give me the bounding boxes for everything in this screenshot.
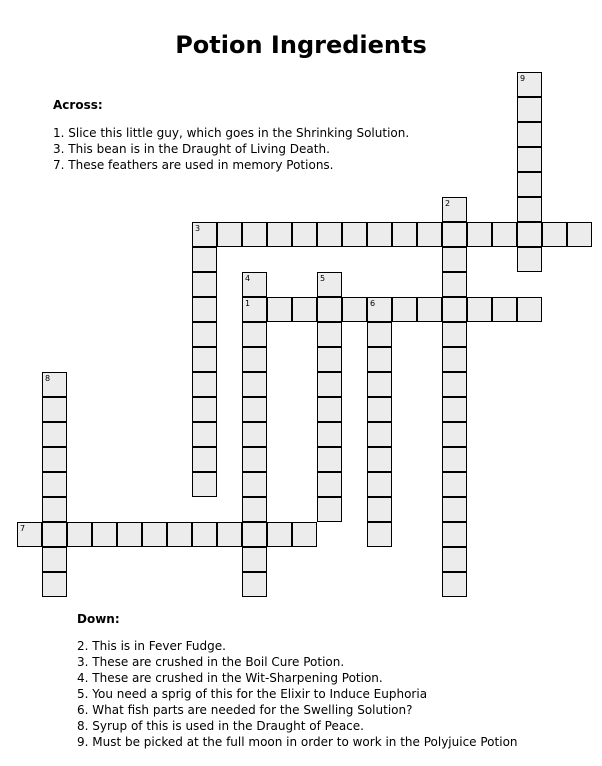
grid-cell[interactable] [117, 522, 142, 547]
grid-cell[interactable] [517, 172, 542, 197]
grid-cell[interactable] [242, 472, 267, 497]
grid-cell[interactable] [367, 222, 392, 247]
clue-number: 6 [370, 299, 376, 308]
grid-cell[interactable] [217, 522, 242, 547]
grid-cell[interactable] [192, 447, 217, 472]
grid-cell[interactable] [317, 422, 342, 447]
clue-number: 2 [445, 199, 451, 208]
grid-cell[interactable] [367, 447, 392, 472]
grid-cell[interactable] [167, 522, 192, 547]
across-clue-3: 3. This bean is in the Draught of Living Death. [53, 142, 330, 156]
grid-cell[interactable] [442, 347, 467, 372]
grid-cell[interactable] [367, 472, 392, 497]
grid-cell[interactable] [517, 97, 542, 122]
grid-cell[interactable] [192, 397, 217, 422]
grid-cell[interactable] [317, 322, 342, 347]
grid-cell[interactable] [242, 497, 267, 522]
clue-number: 3 [195, 224, 201, 233]
grid-cell[interactable] [367, 497, 392, 522]
grid-cell[interactable] [92, 522, 117, 547]
clue-number: 5 [320, 274, 326, 283]
grid-cell[interactable] [317, 347, 342, 372]
grid-cell[interactable] [42, 372, 67, 397]
grid-cell[interactable] [367, 522, 392, 547]
grid-cell[interactable] [192, 322, 217, 347]
down-clue-5: 5. You need a sprig of this for the Elixir to Induce Euphoria [77, 687, 428, 701]
grid-cell[interactable] [317, 472, 342, 497]
clue-number: 1 [245, 299, 251, 308]
grid-cell[interactable] [292, 522, 317, 547]
grid-cell[interactable] [42, 572, 67, 597]
grid-cell[interactable] [17, 522, 42, 547]
grid-cell[interactable] [42, 422, 67, 447]
grid-cell[interactable] [192, 522, 217, 547]
grid-cell[interactable] [442, 222, 467, 247]
grid-cell[interactable] [192, 272, 217, 297]
grid-cell[interactable] [442, 572, 467, 597]
grid-cell[interactable] [267, 222, 292, 247]
grid-cell[interactable] [317, 447, 342, 472]
grid-cell[interactable] [192, 297, 217, 322]
clue-number: 4 [245, 274, 251, 283]
grid-cell[interactable] [442, 397, 467, 422]
grid-cell[interactable] [467, 297, 492, 322]
grid-cell[interactable] [517, 297, 542, 322]
grid-cell[interactable] [242, 322, 267, 347]
clue-number: 7 [20, 524, 26, 533]
grid-cell[interactable] [367, 347, 392, 372]
grid-cell[interactable] [42, 547, 67, 572]
grid-cell[interactable] [442, 547, 467, 572]
grid-cell[interactable] [242, 522, 267, 547]
grid-cell[interactable] [242, 222, 267, 247]
grid-cell[interactable] [317, 297, 342, 322]
grid-cell[interactable] [317, 397, 342, 422]
grid-cell[interactable] [367, 397, 392, 422]
grid-cell[interactable] [142, 522, 167, 547]
clue-number: 9 [520, 74, 526, 83]
grid-cell[interactable] [192, 372, 217, 397]
grid-cell[interactable] [392, 297, 417, 322]
grid-cell[interactable] [442, 372, 467, 397]
grid-cell[interactable] [442, 497, 467, 522]
grid-cell[interactable] [442, 297, 467, 322]
grid-cell[interactable] [192, 472, 217, 497]
grid-cell[interactable] [242, 447, 267, 472]
down-clue-9: 9. Must be picked at the full moon in order to work in the Polyjuice Potion [77, 735, 518, 749]
grid-cell[interactable] [317, 222, 342, 247]
grid-cell[interactable] [267, 522, 292, 547]
grid-cell[interactable] [442, 247, 467, 272]
grid-cell[interactable] [517, 247, 542, 272]
grid-cell[interactable] [242, 547, 267, 572]
grid-cell[interactable] [367, 322, 392, 347]
grid-cell[interactable] [317, 272, 342, 297]
grid-cell[interactable] [192, 347, 217, 372]
grid-cell[interactable] [442, 522, 467, 547]
grid-cell[interactable] [192, 247, 217, 272]
grid-cell[interactable] [67, 522, 92, 547]
grid-cell[interactable] [242, 272, 267, 297]
grid-cell[interactable] [442, 472, 467, 497]
grid-cell[interactable] [542, 222, 567, 247]
grid-cell[interactable] [517, 222, 542, 247]
grid-cell[interactable] [417, 297, 442, 322]
grid-cell[interactable] [567, 222, 592, 247]
down-clue-2: 2. This is in Fever Fudge. [77, 639, 226, 653]
grid-cell[interactable] [442, 197, 467, 222]
grid-cell[interactable] [292, 297, 317, 322]
grid-cell[interactable] [442, 272, 467, 297]
grid-cell[interactable] [517, 197, 542, 222]
grid-cell[interactable] [317, 372, 342, 397]
grid-cell[interactable] [242, 347, 267, 372]
grid-cell[interactable] [517, 72, 542, 97]
grid-cell[interactable] [342, 222, 367, 247]
grid-cell[interactable] [367, 297, 392, 322]
across-clue-7: 7. These feathers are used in memory Potions. [53, 158, 334, 172]
grid-cell[interactable] [42, 447, 67, 472]
grid-cell[interactable] [492, 297, 517, 322]
grid-cell[interactable] [467, 222, 492, 247]
down-clue-6: 6. What fish parts are needed for the Swelling Solution? [77, 703, 413, 717]
grid-cell[interactable] [242, 297, 267, 322]
grid-cell[interactable] [267, 297, 292, 322]
puzzle-title: Potion Ingredients [175, 31, 427, 59]
clue-number: 8 [45, 374, 51, 383]
grid-cell[interactable] [417, 222, 442, 247]
grid-cell[interactable] [42, 397, 67, 422]
grid-cell[interactable] [367, 422, 392, 447]
across-clue-1: 1. Slice this little guy, which goes in the Shrinking Solution. [53, 126, 410, 140]
grid-cell[interactable] [367, 372, 392, 397]
grid-cell[interactable] [317, 497, 342, 522]
grid-cell[interactable] [292, 222, 317, 247]
grid-cell[interactable] [192, 422, 217, 447]
grid-cell[interactable] [442, 322, 467, 347]
grid-cell[interactable] [392, 222, 417, 247]
grid-cell[interactable] [42, 497, 67, 522]
down-heading: Down: [77, 612, 120, 626]
down-clue-8: 8. Syrup of this is used in the Draught of Peace. [77, 719, 364, 733]
down-clue-4: 4. These are crushed in the Wit-Sharpening Potion. [77, 671, 383, 685]
grid-cell[interactable] [192, 222, 217, 247]
down-clue-3: 3. These are crushed in the Boil Cure Potion. [77, 655, 345, 669]
grid-cell[interactable] [42, 522, 67, 547]
grid-cell[interactable] [242, 397, 267, 422]
grid-cell[interactable] [242, 372, 267, 397]
grid-cell[interactable] [342, 297, 367, 322]
grid-cell[interactable] [217, 222, 242, 247]
across-heading: Across: [53, 98, 103, 112]
grid-cell[interactable] [442, 447, 467, 472]
grid-cell[interactable] [242, 572, 267, 597]
grid-cell[interactable] [42, 472, 67, 497]
grid-cell[interactable] [492, 222, 517, 247]
grid-cell[interactable] [517, 122, 542, 147]
grid-cell[interactable] [517, 147, 542, 172]
grid-cell[interactable] [442, 422, 467, 447]
grid-cell[interactable] [242, 422, 267, 447]
